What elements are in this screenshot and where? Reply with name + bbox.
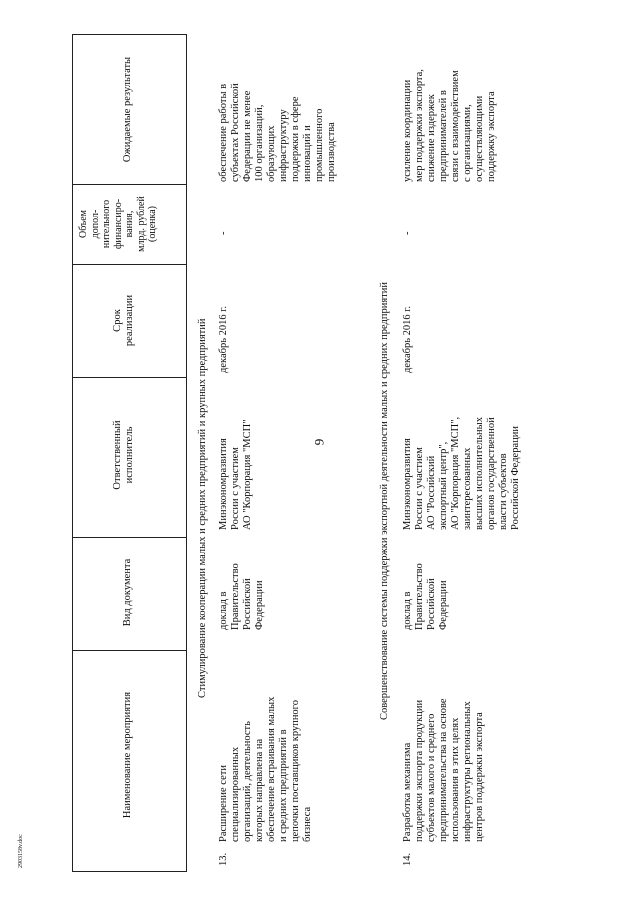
header-exec: Ответственный исполнитель xyxy=(112,420,135,490)
col-sep-4 xyxy=(72,537,187,538)
section-title-1: Стимулирование кооперации малых и средних предприятий и крупных предприятий xyxy=(197,318,208,698)
header-name: Наименование мероприятия xyxy=(122,691,133,819)
row-14-name: Разработка механизма поддержки экспорта продукции субъектов малого и среднего предпринимательства на основе использования в этих целях инфраструктуры региональных центров поддержки экспорта xyxy=(402,698,485,842)
row-14-results: усиление координации мер поддержки экспорта, снижение издержек предпринимателей в связи с взаимодействием с организациями, осуществляющими поддержку экспорта xyxy=(402,69,497,182)
row-13-number: 13. xyxy=(218,852,229,866)
row-14-term: декабрь 2016 г. xyxy=(402,306,413,373)
row-13-doc: доклад в Правительство Российской Федерации xyxy=(218,563,265,630)
footer-document-code: 2903158v.doc xyxy=(18,834,24,868)
table-border-top xyxy=(72,34,73,872)
header-divider xyxy=(186,34,187,872)
section-title-2: Совершенствование системы поддержки экспортной деятельности малых и средних предприятий xyxy=(379,281,390,720)
row-13-results: обеспечение работы в субъектах Российской Федерации не менее 100 организаций, образующих инфраструктуру поддержки в сфере инноваций и промышленного производства xyxy=(218,83,337,182)
row-13-exec: Минэкономразвития России с участием АО "Корпорация "МСП" xyxy=(218,419,253,530)
col-sep-1 xyxy=(72,184,187,185)
page-number: 9 xyxy=(311,438,327,446)
table-border-left xyxy=(72,34,187,35)
row-14-doc: доклад в Правительство Российской Федерации xyxy=(402,563,449,630)
row-13-term: декабрь 2016 г. xyxy=(218,306,229,373)
row-13-funding: - xyxy=(218,231,229,235)
header-funding: Объем допол- нительного финансиро- вания, млрд. рублей (оценка) xyxy=(78,196,158,252)
col-sep-5 xyxy=(72,650,187,651)
header-doc: Вид документа xyxy=(122,558,133,627)
row-13-name: Расширение сети специализированных организаций, деятельность которых направлена на обеспечение встраивания малых и средних предприятий в цепочки поставщиков крупного бизнеса xyxy=(218,696,313,842)
header-results: Ожидаемые результаты xyxy=(122,56,133,163)
row-14-exec: Минэкономразвития России с участием АО "Российский экспортный центр", АО "Корпорация "МСП", заинтересованных высших исполнительных органов государственной власти субъектов Российской Федерации xyxy=(402,416,521,530)
col-sep-2 xyxy=(72,264,187,265)
table-border-right xyxy=(72,871,187,872)
row-14-funding: - xyxy=(402,231,413,235)
header-term: Срок реализации xyxy=(112,294,135,347)
row-14-number: 14. xyxy=(402,852,413,866)
col-sep-3 xyxy=(72,377,187,378)
